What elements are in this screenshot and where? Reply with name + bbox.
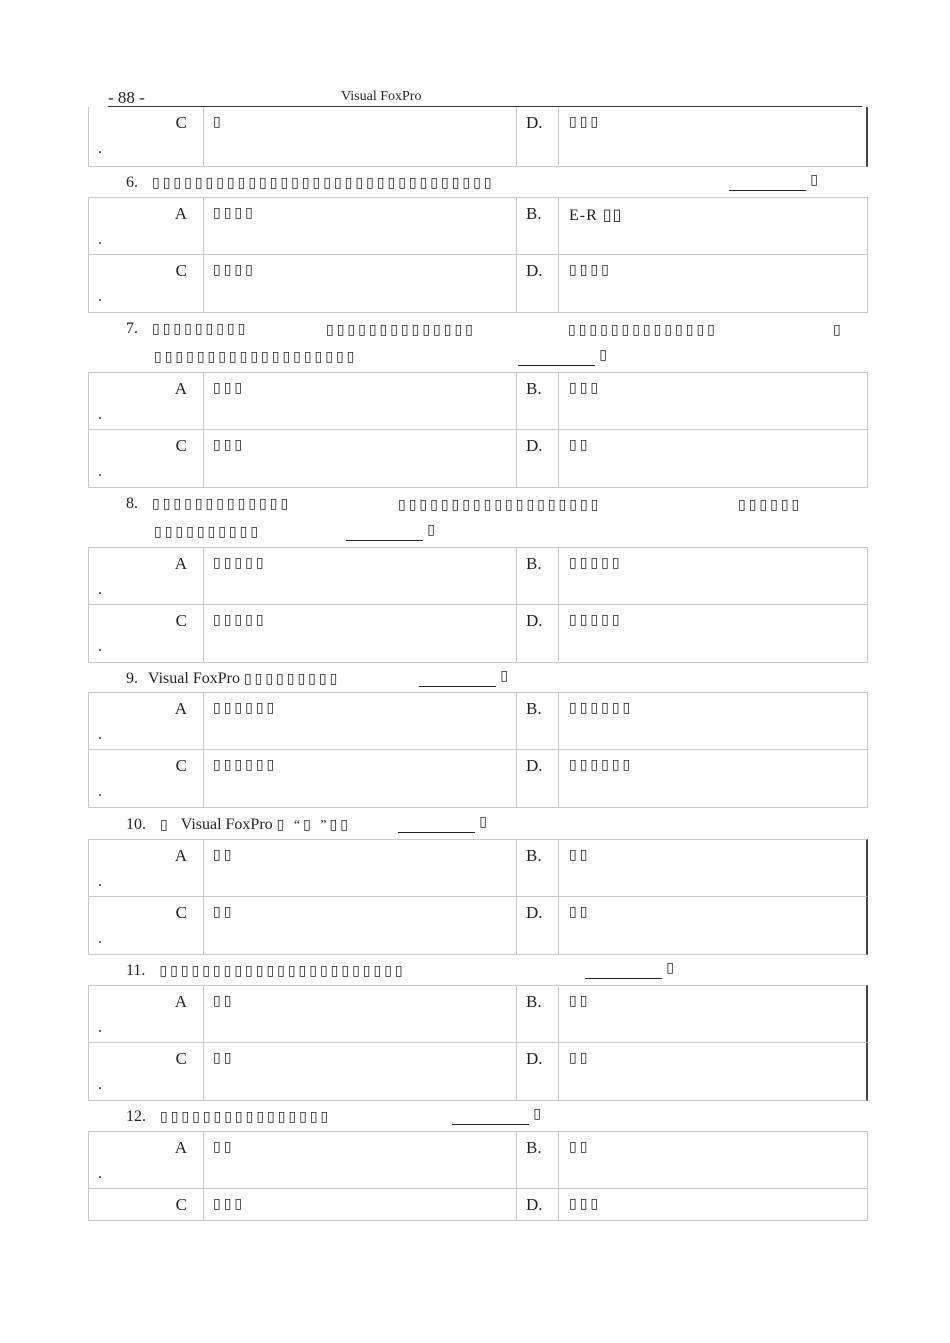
option-letter: D. [526, 756, 543, 775]
page-number: - 88 - [108, 88, 145, 107]
option-text: ▯▯ [569, 905, 591, 920]
option-letter: A [174, 1138, 187, 1157]
option-letter-cell [517, 198, 559, 254]
option-letter-cell [89, 750, 204, 807]
option-text-cell [204, 430, 517, 487]
option-letter-cell [89, 373, 204, 429]
option-text: ▯▯▯▯ [213, 206, 256, 221]
question-number: 6. [126, 174, 138, 191]
option-letter: C [175, 113, 187, 132]
option-text: ▯▯▯ [569, 1197, 602, 1212]
option-letter-cell [517, 255, 559, 312]
question-text: ▯▯▯▯▯▯▯▯▯ [152, 322, 249, 337]
question-text: ▯▯▯▯▯▯▯▯▯ [243, 672, 341, 687]
question-number: 9. [126, 670, 138, 687]
question-text: ▯▯▯▯▯▯▯▯▯▯▯▯▯▯▯▯▯▯▯ [398, 498, 602, 513]
option-text-cell [204, 198, 517, 254]
option-dot: . [98, 463, 102, 480]
option-letter: D. [526, 903, 543, 922]
option-text-cell [204, 897, 517, 954]
option-dot: . [98, 1076, 102, 1093]
option-row [88, 897, 868, 955]
question-text: ▯▯▯▯▯▯▯▯▯▯▯▯▯▯ [326, 323, 476, 338]
option-letter-cell [517, 693, 559, 749]
question-number: 10. [126, 816, 146, 833]
option-text-cell [204, 986, 517, 1042]
option-text: E-R ▯▯ [569, 207, 623, 224]
option-letter-cell [517, 1189, 559, 1220]
question-7-line1 [126, 320, 248, 338]
question-text: ▯▯▯▯▯▯▯▯▯▯▯▯▯▯▯▯ [160, 1110, 332, 1125]
question-text: ▯▯▯▯▯▯▯▯▯▯ [154, 525, 262, 540]
option-dot: . [98, 726, 102, 743]
option-letter-cell [517, 1132, 559, 1188]
question-text: ▯▯▯▯▯▯▯▯▯▯▯▯▯▯▯▯▯▯▯▯▯▯▯ [159, 964, 406, 979]
question-text: ▯▯▯▯▯▯▯▯▯▯▯▯▯▯▯▯▯▯▯▯▯▯▯▯▯▯▯▯▯▯▯▯ [152, 176, 495, 191]
option-text: ▯▯ [213, 1140, 235, 1155]
answer-blank [518, 347, 607, 366]
option-letter: C [175, 1195, 187, 1214]
answer-blank [398, 814, 487, 833]
option-text: ▯▯▯ [213, 1197, 246, 1212]
option-text: ▯▯▯▯▯ [213, 556, 267, 571]
option-letter-cell [89, 430, 204, 487]
option-letter: C [175, 261, 187, 280]
option-letter: D. [526, 1195, 543, 1214]
question-text: ▯▯▯▯▯▯▯▯▯▯▯▯▯ [152, 497, 292, 512]
option-text-cell [204, 605, 517, 662]
option-letter: A [174, 379, 187, 398]
option-letter: A [174, 992, 187, 1011]
option-letter-cell [89, 897, 204, 954]
option-row [88, 1189, 868, 1221]
option-row [88, 255, 868, 313]
header-title: Visual FoxPro [341, 89, 422, 104]
question-text: ▯▯▯▯▯▯ [738, 498, 803, 513]
option-letter: C [175, 903, 187, 922]
option-row [88, 430, 868, 488]
question-10 [126, 816, 351, 834]
option-dot: . [98, 1165, 102, 1182]
option-letter-cell [517, 548, 559, 604]
option-dot: . [98, 406, 102, 423]
option-text: ▯▯▯▯▯▯ [213, 758, 278, 773]
question-lead: Visual FoxPro [148, 670, 240, 687]
option-letter-cell [89, 548, 204, 604]
option-letter: C [175, 611, 187, 630]
option-letter: D. [526, 611, 543, 630]
option-row [88, 692, 868, 750]
blank-end: ▯ [666, 961, 674, 976]
option-row [88, 605, 868, 663]
option-dot: . [98, 638, 102, 655]
option-row [88, 985, 868, 1043]
option-text: ▯▯▯▯▯▯ [569, 758, 634, 773]
option-text: ▯▯▯ [569, 381, 602, 396]
option-row [88, 839, 868, 897]
blank-end: ▯ [500, 669, 508, 684]
option-letter-cell [89, 605, 204, 662]
option-letter-cell [89, 986, 204, 1042]
option-letter-cell [517, 840, 559, 896]
option-text: ▯▯▯▯▯▯ [569, 701, 634, 716]
option-text-cell [204, 255, 517, 312]
question-8-line1 [126, 495, 291, 513]
question-lead: Visual FoxPro [180, 816, 273, 833]
option-letter-cell [89, 198, 204, 254]
option-letter: B. [526, 846, 542, 865]
option-letter-cell [517, 986, 559, 1042]
option-letter: A [174, 554, 187, 573]
option-text: ▯▯ [569, 438, 591, 453]
option-letter-cell [89, 107, 204, 166]
option-dot: . [98, 288, 102, 305]
question-text: ▯ “▯ ”▯▯ [276, 818, 351, 833]
question-11 [126, 962, 406, 980]
question-text: ▯▯▯▯▯▯▯▯▯▯▯▯▯▯▯▯▯▯▯ [154, 350, 358, 365]
option-letter-cell [517, 373, 559, 429]
option-text-cell [204, 107, 517, 166]
option-letter-cell [517, 750, 559, 807]
option-letter: C [175, 756, 187, 775]
option-row [88, 1043, 868, 1101]
blank-end: ▯ [427, 523, 435, 538]
option-text: ▯▯ [213, 905, 235, 920]
option-letter: A [174, 204, 187, 223]
question-number: 12. [126, 1108, 146, 1125]
option-dot: . [98, 140, 102, 157]
answer-blank [729, 172, 818, 191]
option-dot: . [98, 873, 102, 890]
option-text: ▯▯▯▯▯ [569, 613, 623, 628]
option-text: ▯▯ [569, 994, 591, 1009]
option-letter-cell [517, 1043, 559, 1100]
option-letter-cell [89, 1043, 204, 1100]
option-text: ▯▯▯ [213, 381, 246, 396]
question-6 [126, 174, 495, 192]
option-letter-cell [517, 430, 559, 487]
option-row [88, 1131, 868, 1189]
option-text-cell [204, 1189, 517, 1220]
blank-end: ▯ [479, 815, 487, 830]
option-text-cell [204, 840, 517, 896]
option-letter: D. [526, 113, 543, 132]
option-text: ▯▯ [569, 848, 591, 863]
option-letter: C [175, 1049, 187, 1068]
blank-end: ▯ [533, 1107, 541, 1122]
option-text: ▯▯▯ [213, 438, 246, 453]
option-letter: A [174, 846, 187, 865]
option-text: ▯▯▯▯▯▯ [213, 701, 278, 716]
option-text-cell [204, 373, 517, 429]
option-letter-cell [89, 255, 204, 312]
option-letter: D. [526, 1049, 543, 1068]
option-letter-cell [517, 897, 559, 954]
option-letter: B. [526, 992, 542, 1011]
option-letter: B. [526, 1138, 542, 1157]
option-text-cell [204, 548, 517, 604]
option-text: ▯▯ [569, 1051, 591, 1066]
question-number: 7. [126, 320, 138, 337]
option-dot: . [98, 1019, 102, 1036]
option-row [88, 107, 868, 167]
answer-blank [585, 960, 674, 979]
option-text: ▯▯ [213, 848, 235, 863]
option-text: ▯▯ [569, 1140, 591, 1155]
question-text: ▯▯▯▯▯▯▯▯▯▯▯▯▯▯ [568, 323, 718, 338]
page-header [108, 86, 862, 107]
blank-end: ▯ [810, 173, 818, 188]
blank-end: ▯ [599, 348, 607, 363]
question-12 [126, 1108, 331, 1126]
option-row [88, 750, 868, 808]
question-number: 11. [126, 962, 146, 979]
option-letter: B. [526, 554, 542, 573]
option-dot: . [98, 581, 102, 598]
option-row [88, 372, 868, 430]
option-dot: . [98, 930, 102, 947]
option-dot: . [98, 231, 102, 248]
option-letter: B. [526, 379, 542, 398]
answer-blank [452, 1106, 541, 1125]
option-letter: B. [526, 699, 542, 718]
option-text: ▯▯▯▯▯ [213, 613, 267, 628]
option-letter: D. [526, 261, 543, 280]
option-text-cell [204, 693, 517, 749]
option-text: ▯▯ [213, 1051, 235, 1066]
option-row [88, 197, 868, 255]
question-text: ▯ [160, 818, 171, 833]
option-row [88, 547, 868, 605]
option-letter-cell [89, 840, 204, 896]
option-dot: . [98, 783, 102, 800]
option-letter-cell [517, 605, 559, 662]
question-number: 8. [126, 495, 138, 512]
option-letter: B. [526, 204, 542, 223]
option-letter-cell [517, 107, 559, 166]
option-text-cell [204, 1132, 517, 1188]
option-text: ▯▯▯▯ [213, 263, 256, 278]
option-text: ▯▯▯▯▯ [569, 556, 623, 571]
question-9 [126, 670, 340, 688]
option-text-cell [204, 1043, 517, 1100]
answer-blank [346, 522, 435, 541]
answer-blank [419, 668, 508, 687]
option-letter: C [175, 436, 187, 455]
option-text: ▯ [213, 115, 224, 130]
option-letter: A [174, 699, 187, 718]
option-letter-cell [89, 1189, 204, 1220]
option-text-cell [204, 750, 517, 807]
option-letter-cell [89, 693, 204, 749]
option-letter-cell [89, 1132, 204, 1188]
option-text: ▯▯ [213, 994, 235, 1009]
question-text: ▯ [833, 323, 844, 338]
option-text: ▯▯▯ [569, 115, 602, 130]
option-text: ▯▯▯▯ [569, 263, 612, 278]
option-letter: D. [526, 436, 543, 455]
